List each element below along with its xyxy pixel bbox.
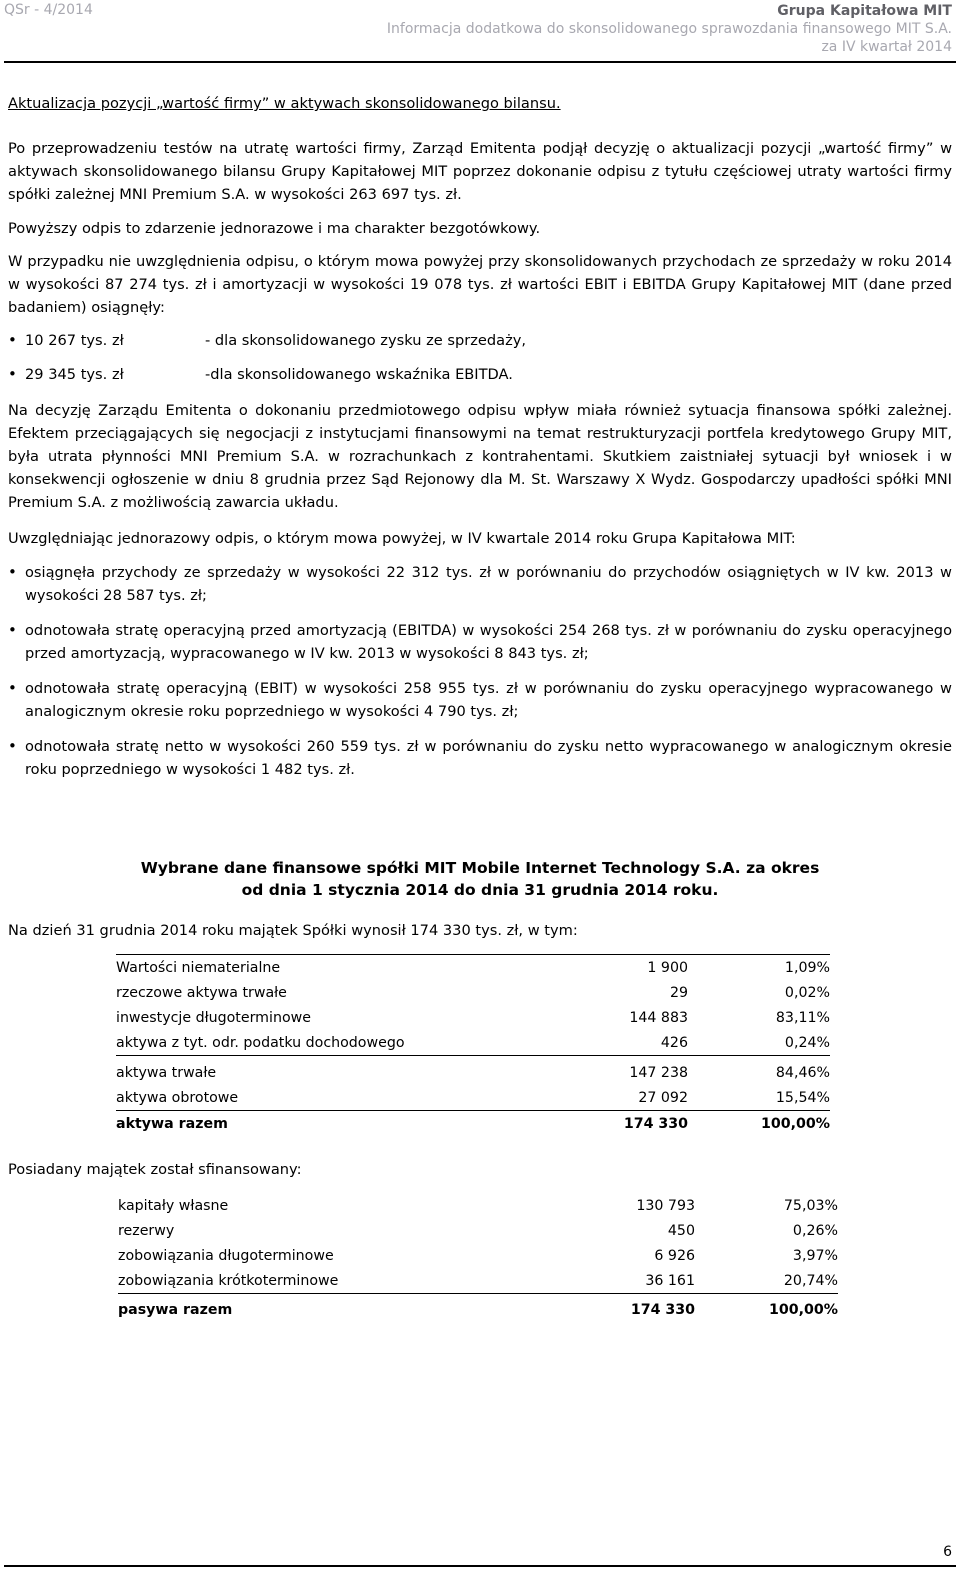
row-label: kapitały własne: [118, 1197, 229, 1214]
table-row: [116, 1030, 830, 1056]
row-percent: 15,54%: [688, 1085, 830, 1111]
list-item: • odnotowała stratę operacyjną (EBIT) w wysokości 258 955 tys. zł w porównaniu do zysku operacyjnego wypracowanego w analogicznym okresie roku poprzedniego w wysokości 4 790 tys. zł;: [8, 677, 952, 723]
table-row: [116, 1005, 830, 1030]
list-item: • odnotowała stratę netto w wysokości 260 559 tys. zł w porównaniu do zysku netto wypracowanego w analogicznym okresie roku poprzedniego w wysokości 1 482 tys. zł.: [8, 735, 952, 781]
assets-intro: Na dzień 31 grudnia 2014 roku majątek Spółki wynosił 174 330 tys. zł, w tym:: [8, 922, 578, 939]
row-value: 426: [496, 1030, 688, 1056]
section-heading: Aktualizacja pozycji „wartość firmy” w aktywach skonsolidowanego bilansu.: [8, 95, 561, 112]
row-label: zobowiązania długoterminowe: [118, 1247, 334, 1264]
report-subtitle-line1: Informacja dodatkowa do skonsolidowanego sprawozdania finansowego MIT S.A.: [386, 21, 952, 37]
table-row: [116, 1085, 830, 1111]
row-percent: 100,00%: [761, 1115, 830, 1132]
row-percent: 100,00%: [769, 1302, 838, 1318]
list-item: • odnotowała stratę operacyjną przed amortyzacją (EBITDA) w wysokości 254 268 tys. zł w porównaniu do zysku operacyjnego przed amortyzacją, wypracowanego w IV kw. 2013 w wysokości 8 843 tys. zł;: [8, 619, 952, 665]
row-label: inwestycje długoterminowe: [116, 1010, 311, 1026]
value-description: - dla skonsolidowanego zysku ze sprzedaży,: [205, 332, 527, 349]
table-row: [118, 1268, 838, 1294]
section-title-line1: Wybrane dane finansowe spółki MIT Mobile Internet Technology S.A. za okres: [140, 859, 820, 877]
table-row-total: [118, 1293, 838, 1322]
row-value: 174 330: [623, 1115, 688, 1132]
row-value: 450: [667, 1222, 695, 1239]
list-item: • osiągnęła przychody ze sprzedaży w wysokości 22 312 tys. zł w porównaniu do przychodów osiągniętych w IV kw. 2013 w wysokości 28 587 tys. zł;: [8, 561, 952, 607]
row-percent: 75,03%: [783, 1197, 838, 1214]
row-label: rezerwy: [118, 1222, 175, 1239]
row-value: 36 161: [503, 1268, 695, 1294]
row-percent: 0,26%: [792, 1222, 838, 1239]
row-label: aktywa razem: [116, 1115, 228, 1132]
report-subtitle-line2: za IV kwartał 2014: [821, 39, 952, 55]
row-value: 27 092: [496, 1085, 688, 1111]
row-label: aktywa obrotowe: [116, 1085, 496, 1111]
page-number: 6: [943, 1544, 952, 1560]
section-title-line2: od dnia 1 stycznia 2014 do dnia 31 grudnia 2014 roku.: [241, 881, 719, 899]
row-label: pasywa razem: [118, 1302, 233, 1318]
table-row: [118, 1243, 838, 1268]
row-value: 147 238: [629, 1064, 688, 1081]
assets-table: [116, 954, 830, 1136]
value-list: [8, 329, 952, 397]
list-item: [8, 329, 952, 363]
row-value: 29: [669, 985, 688, 1001]
table-row-total: [116, 1110, 830, 1136]
liabilities-intro: Posiadany majątek został sfinansowany:: [8, 1160, 302, 1178]
value-amount: 10 267 tys. zł: [25, 332, 124, 349]
table-row: [116, 1056, 830, 1085]
row-value: 144 883: [629, 1010, 688, 1026]
row-label: rzeczowe aktywa trwałe: [116, 985, 287, 1001]
row-value: 130 793: [636, 1197, 695, 1214]
row-percent: 84,46%: [775, 1064, 830, 1081]
paragraph-q4-results-intro: Uwzględniając jednorazowy odpis, o którym mowa powyżej, w IV kwartale 2014 roku Grupa Kapitałowa MIT:: [8, 530, 796, 547]
header-right: [387, 2, 952, 56]
row-label: aktywa trwałe: [116, 1064, 217, 1081]
list-item: [8, 363, 952, 397]
section-title: [8, 857, 952, 901]
company-name: Grupa Kapitałowa MIT: [777, 3, 952, 19]
row-percent: 20,74%: [695, 1268, 838, 1294]
paragraph-impairment: Po przeprowadzeniu testów na utratę wartości firmy, Zarząd Emitenta podjął decyzję o aktualizacji pozycji „wartość firmy” w aktywach skonsolidowanego bilansu Grupy Kapitałowej MIT poprzez dokonanie odpisu z tytułu częściowej utraty wartości firmy spółki zależnej MNI Premium S.A. w wysokości 263 697 tys. zł.: [8, 140, 952, 203]
row-label: Wartości niematerialne: [116, 955, 496, 981]
row-percent: 3,97%: [792, 1247, 838, 1264]
page-header: [0, 0, 960, 60]
results-list: [8, 561, 952, 781]
row-percent: 1,09%: [688, 955, 830, 981]
table-row: [118, 1193, 838, 1218]
row-percent: 0,02%: [784, 985, 830, 1001]
liabilities-table: [118, 1193, 838, 1323]
table-row: [116, 955, 830, 981]
row-label: zobowiązania krótkoterminowe: [118, 1268, 503, 1294]
header-rule: [4, 61, 956, 63]
paragraph-management-decision: Na decyzję Zarządu Emitenta o dokonaniu przedmiotowego odpisu wpływ miała również sytuacja finansowa spółki zależnej. Efektem przeciągających się negocjacji z instytucjami finansowymi na temat restrukturyzacji portfela kredytowego Grupy MIT, była utrata płynności MNI Premium S.A. w rozrachunkach z kontrahentami. Skutkiem zaistniałej sytuacji był wniosek i w konsekwencji ogłoszenie w dniu 8 grudnia przez Sąd Rejonowy dla M. St. Warszawy X Wydz. Gospodarczy upadłości spółki MNI Premium S.A. z możliwością zawarcia układu.: [8, 402, 952, 511]
paragraph-ebit-ebitda: W przypadku nie uwzględnienia odpisu, o którym mowa powyżej przy skonsolidowanych przychodach ze sprzedaży w roku 2014 w wysokości 87 274 tys. zł i amortyzacji w wysokości 19 078 tys. zł wartości EBIT i EBITDA Grupy Kapitałowej MIT (dane przed badaniem) osiągnęły:: [8, 253, 952, 316]
value-amount: 29 345 tys. zł: [25, 366, 124, 383]
row-percent: 83,11%: [775, 1010, 830, 1026]
report-code: QSr - 4/2014: [4, 2, 93, 18]
row-percent: 0,24%: [688, 1030, 830, 1056]
paragraph-noncash: Powyższy odpis to zdarzenie jednorazowe i ma charakter bezgotówkowy.: [8, 220, 541, 237]
table-row: [116, 980, 830, 1005]
value-description: -dla skonsolidowanego wskaźnika EBITDA.: [205, 366, 513, 383]
row-label: aktywa z tyt. odr. podatku dochodowego: [116, 1030, 496, 1056]
document-body: [8, 92, 952, 1322]
table-row: [118, 1218, 838, 1243]
row-value: 174 330: [630, 1302, 695, 1318]
footer-rule: [4, 1565, 956, 1567]
row-value: 6 926: [654, 1247, 695, 1264]
row-value: 1 900: [496, 955, 688, 981]
